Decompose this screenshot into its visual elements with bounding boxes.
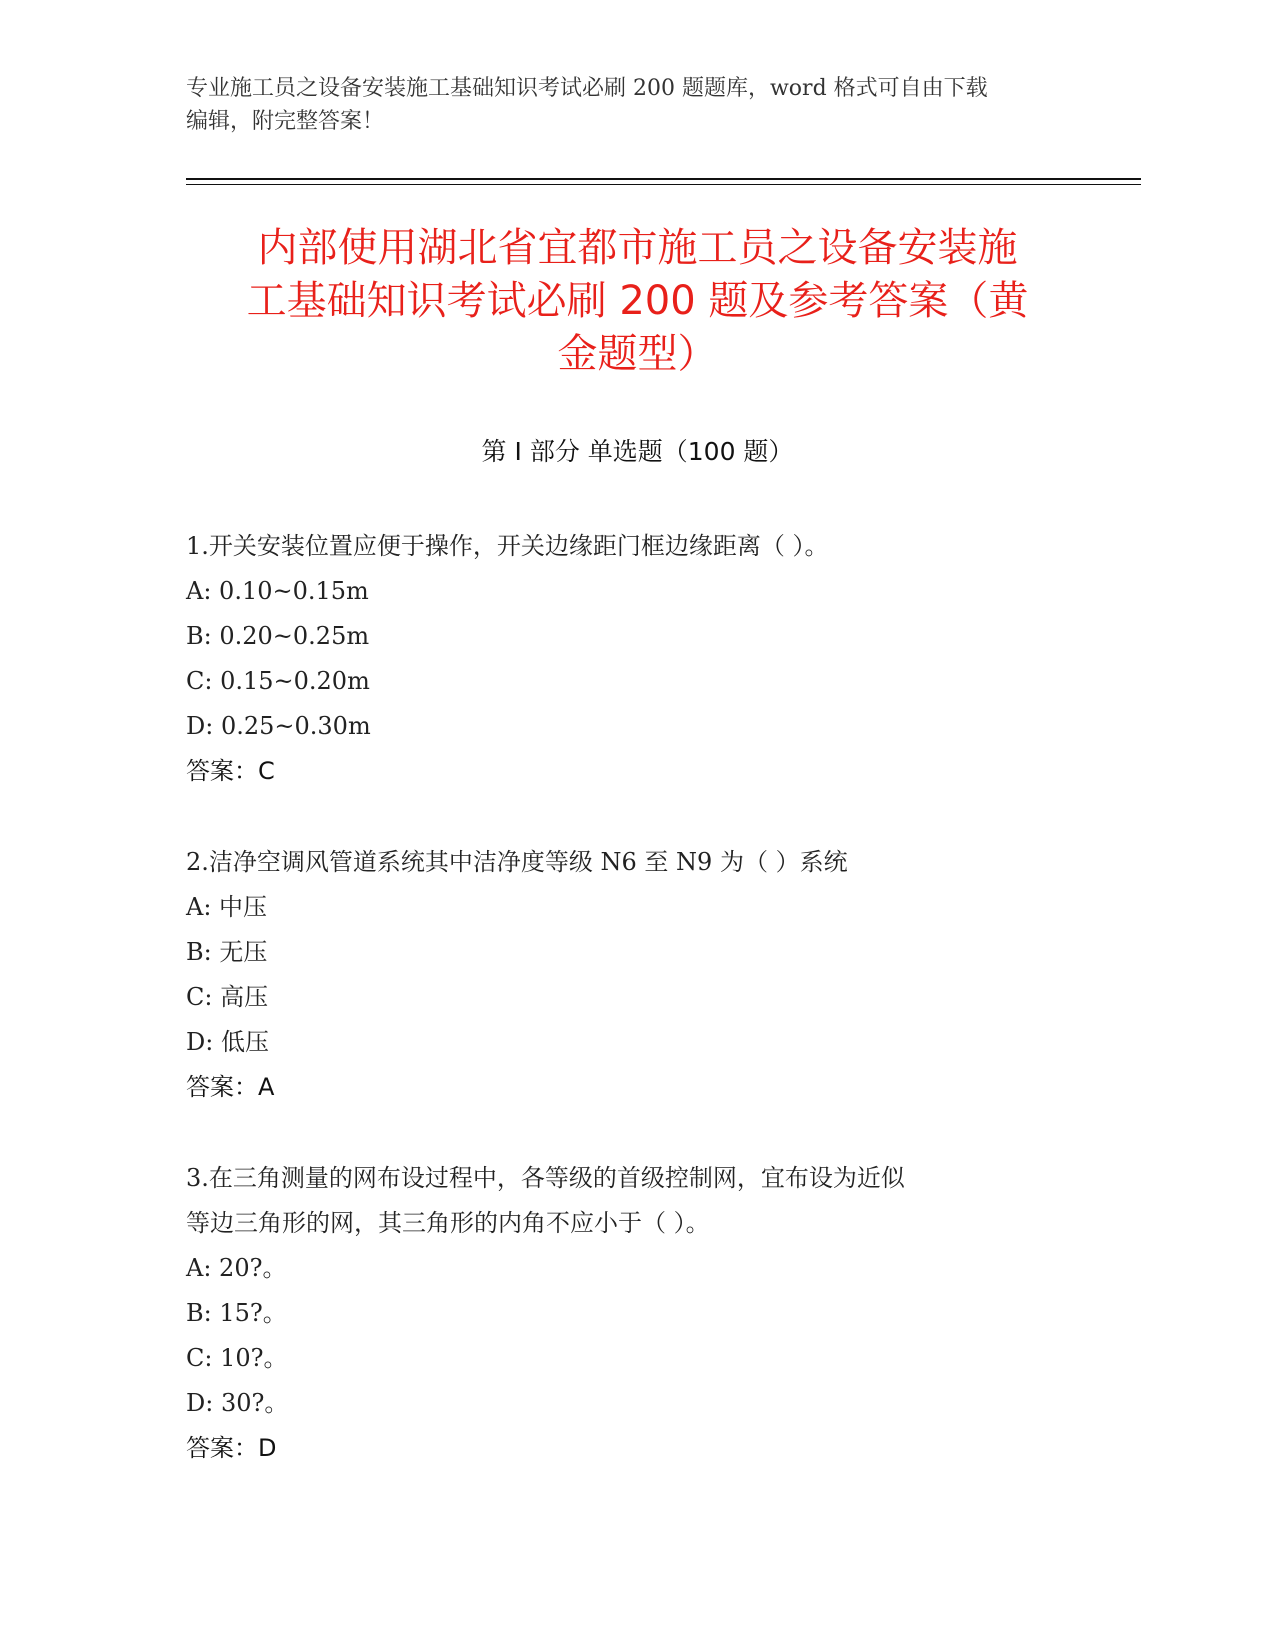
option-b: B: 0.20~0.25m	[186, 622, 370, 650]
question-stem-line-2: 等边三角形的网，其三角形的内角不应小于（ ）。	[186, 1209, 710, 1237]
option-d: D: 0.25~0.30m	[186, 712, 371, 740]
header-divider-thin	[186, 184, 1141, 185]
question-stem: 2.洁净空调风管道系统其中洁净度等级 N6 至 N9 为（ ）系统	[186, 848, 848, 876]
option-c: C: 0.15~0.20m	[186, 667, 370, 695]
title-line-1: 内部使用湖北省宜都市施工员之设备安装施	[257, 225, 1018, 271]
header-divider-thick	[186, 178, 1141, 180]
option-b: B: 无压	[186, 938, 268, 966]
option-c: C: 高压	[186, 983, 269, 1011]
section-heading: 第 I 部分 单选题（100 题）	[481, 437, 794, 466]
option-a: A: 0.10~0.15m	[186, 577, 369, 605]
document-header-note	[186, 72, 1086, 138]
option-d: D: 30?。	[186, 1389, 289, 1417]
option-c: C: 10?。	[186, 1344, 288, 1372]
title-line-3: 金题型）	[557, 331, 718, 377]
option-b: B: 15?。	[186, 1299, 287, 1327]
question-block-3	[186, 1156, 1086, 1471]
question-stem-line-1: 3.在三角测量的网布设过程中，各等级的首级控制网，宜布设为近似	[186, 1164, 905, 1192]
header-note-line-2: 编辑，附完整答案！	[186, 109, 385, 134]
question-stem: 1.开关安装位置应便于操作，开关边缘距门框边缘距离（ ）。	[186, 532, 829, 560]
answer-label: 答案：D	[186, 1434, 277, 1462]
question-block-2	[186, 840, 1086, 1110]
option-d: D: 低压	[186, 1028, 269, 1056]
document-title	[150, 222, 1125, 381]
answer-label: 答案：A	[186, 1073, 275, 1101]
title-line-2: 工基础知识考试必刷 200 题及参考答案（黄	[246, 278, 1029, 324]
header-note-line-1: 专业施工员之设备安装施工基础知识考试必刷 200 题题库，word 格式可自由下载	[186, 76, 988, 101]
option-a: A: 中压	[186, 893, 268, 921]
option-a: A: 20?。	[186, 1254, 287, 1282]
answer-label: 答案：C	[186, 757, 275, 785]
question-block-1	[186, 524, 1086, 794]
